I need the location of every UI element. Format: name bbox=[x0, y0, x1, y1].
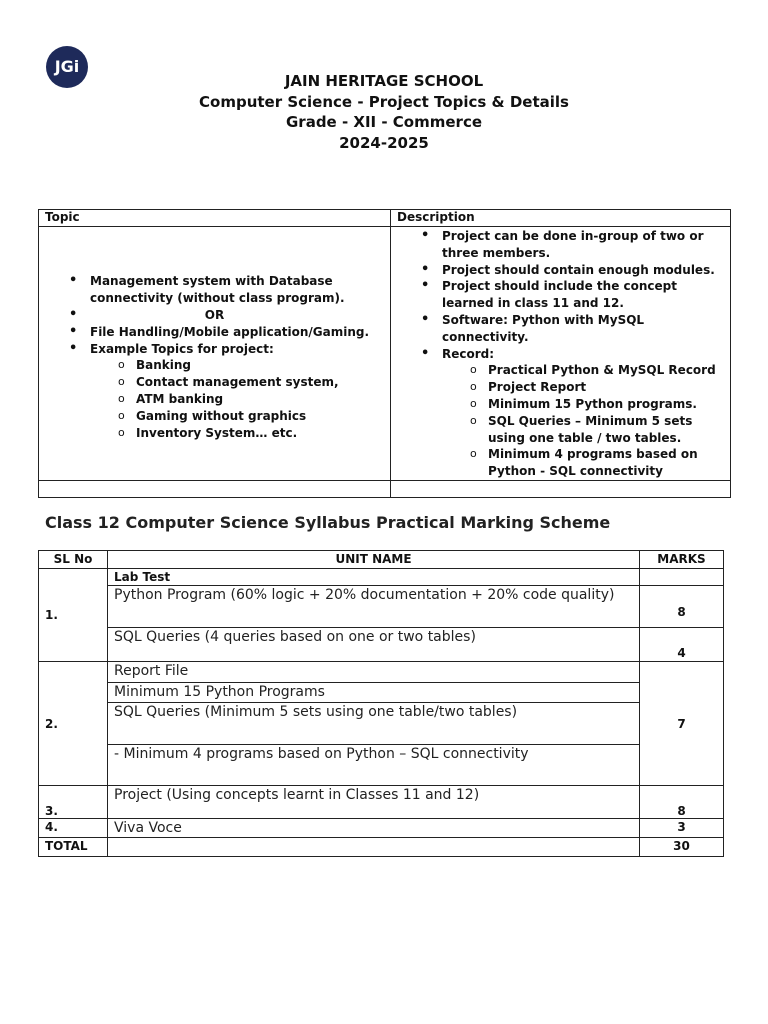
sl-no: 2. bbox=[39, 662, 108, 786]
marking-scheme-title: Class 12 Computer Science Syllabus Practical Marking Scheme bbox=[45, 513, 611, 532]
unit-name: Python Program (60% logic + 20% documentation + 20% code quality) bbox=[108, 586, 640, 628]
unit-name: SQL Queries (Minimum 5 sets using one table/two tables) bbox=[108, 703, 640, 745]
marks-value: 3 bbox=[640, 819, 724, 838]
marks-value: 8 bbox=[640, 586, 724, 628]
example-topic: o Inventory System… etc. bbox=[90, 425, 390, 442]
academic-year: 2024-2025 bbox=[339, 133, 429, 152]
description-item: • Project should include the concept learned in class 11 and 12. bbox=[391, 278, 730, 312]
total-marks: 30 bbox=[640, 838, 724, 857]
record-item: o SQL Queries – Minimum 5 sets using one table / two tables. bbox=[442, 413, 730, 447]
record-item: o Practical Python & MySQL Record bbox=[442, 362, 730, 379]
page-header bbox=[0, 71, 768, 153]
subject-title: Computer Science - Project Topics & Details bbox=[199, 92, 569, 111]
marks-value: 7 bbox=[640, 662, 724, 786]
record-item: o Minimum 4 programs based on Python - SQL connectivity bbox=[442, 446, 730, 480]
school-logo: JGi bbox=[46, 46, 88, 88]
marks-cell bbox=[640, 569, 724, 586]
unit-name: Viva Voce bbox=[108, 819, 640, 838]
topic-item: • Management system with Database connectivity (without class program). bbox=[39, 273, 390, 307]
unit-name-header: UNIT NAME bbox=[108, 551, 640, 569]
lab-test-label: Lab Test bbox=[108, 569, 640, 586]
marks-value: 4 bbox=[640, 628, 724, 662]
topic-item: • Example Topics for project: o Banking o Contact management system, o ATM banking o Gaming without graphics o Inventory System… etc. bbox=[39, 341, 390, 442]
description-item: • Software: Python with MySQL connectivity. bbox=[391, 312, 730, 346]
topic-table bbox=[38, 209, 731, 498]
unit-name: Report File bbox=[108, 662, 640, 683]
grade-title: Grade - XII - Commerce bbox=[285, 113, 483, 131]
empty-cell bbox=[108, 838, 640, 857]
topic-cell bbox=[39, 227, 391, 481]
marks-header: MARKS bbox=[640, 551, 724, 569]
description-cell bbox=[391, 227, 731, 481]
sl-no-header: SL No bbox=[39, 551, 108, 569]
record-item: o Minimum 15 Python programs. bbox=[442, 396, 730, 413]
sl-no: 1. bbox=[39, 569, 108, 662]
unit-name: Minimum 15 Python Programs bbox=[108, 683, 640, 703]
marking-scheme-table bbox=[38, 550, 724, 857]
empty-cell bbox=[39, 480, 391, 497]
example-topic: o Banking bbox=[90, 357, 390, 374]
description-header: Description bbox=[391, 210, 731, 227]
school-name: JAIN HERITAGE SCHOOL bbox=[284, 72, 484, 90]
sl-no: 3. bbox=[39, 786, 108, 819]
empty-cell bbox=[391, 480, 731, 497]
topic-or: • OR bbox=[39, 307, 390, 324]
record-item: o Project Report bbox=[442, 379, 730, 396]
example-topic: o Gaming without graphics bbox=[90, 408, 390, 425]
total-label: TOTAL bbox=[39, 838, 108, 857]
description-item: • Record: o Practical Python & MySQL Record o Project Report o Minimum 15 Python programs. o SQL Queries – Minimum 5 sets using one table / two tables. o Minimum 4 programs based on Python - SQL connectivity bbox=[391, 346, 730, 480]
unit-name: - Minimum 4 programs based on Python – SQL connectivity bbox=[108, 745, 640, 786]
unit-name: SQL Queries (4 queries based on one or two tables) bbox=[108, 628, 640, 662]
example-topic: o ATM banking bbox=[90, 391, 390, 408]
description-item: • Project should contain enough modules. bbox=[391, 262, 730, 279]
sl-no: 4. bbox=[39, 819, 108, 838]
topic-header: Topic bbox=[39, 210, 391, 227]
marks-value: 8 bbox=[640, 786, 724, 819]
example-topic: o Contact management system, bbox=[90, 374, 390, 391]
topic-item: • File Handling/Mobile application/Gaming. bbox=[39, 324, 390, 341]
unit-name: Project (Using concepts learnt in Classes 11 and 12) bbox=[108, 786, 640, 819]
description-item: • Project can be done in-group of two or three members. bbox=[391, 228, 730, 262]
